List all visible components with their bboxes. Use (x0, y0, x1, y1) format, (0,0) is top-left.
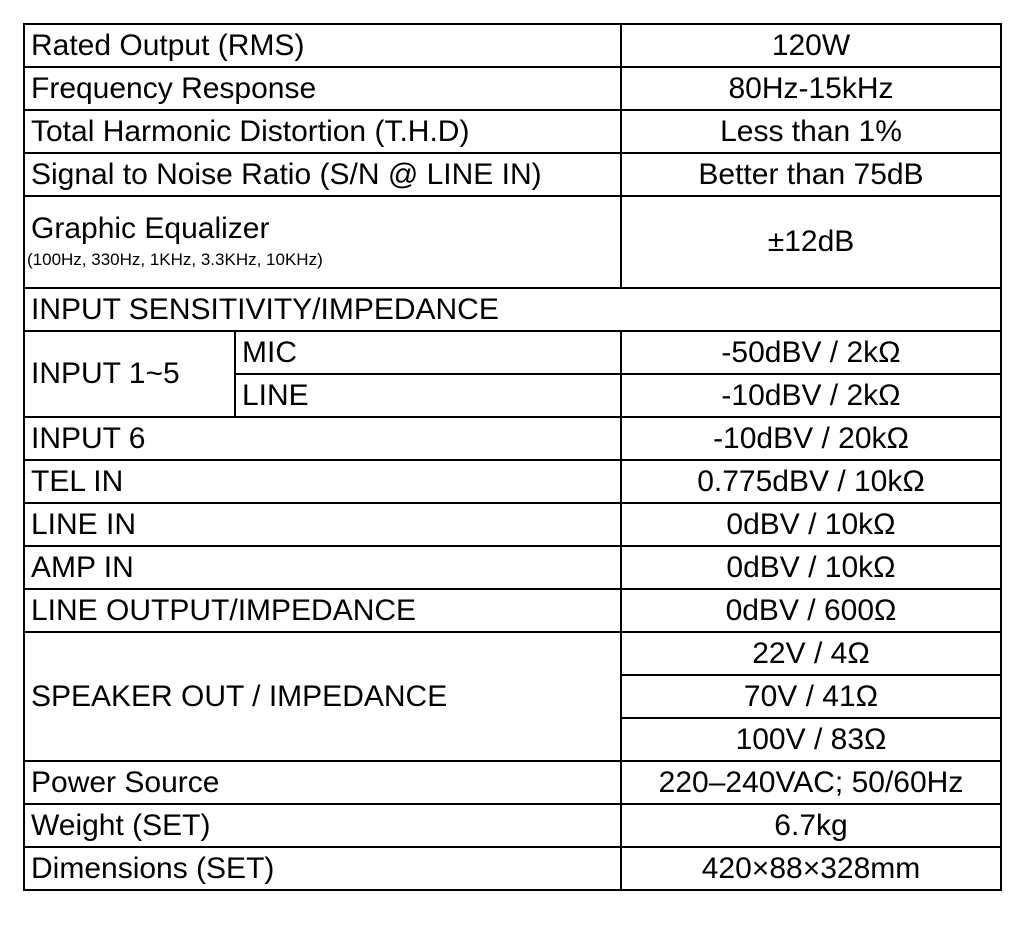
spec-table (23, 23, 1002, 891)
input-line-value: -10dBV / 2kΩ (621, 374, 1001, 417)
line-in-value: 0dBV / 10kΩ (621, 503, 1001, 546)
input-section-heading: INPUT SENSITIVITY/IMPEDANCE (24, 288, 1001, 331)
table-row (24, 417, 1001, 460)
table-row (24, 196, 1001, 288)
speaker-out-label: SPEAKER OUT / IMPEDANCE (24, 632, 621, 761)
thd-value: Less than 1% (621, 110, 1001, 153)
input-1-5-label: INPUT 1~5 (24, 331, 235, 417)
line-output-value: 0dBV / 600Ω (621, 589, 1001, 632)
line-in-label: LINE IN (24, 503, 621, 546)
input-6-value: -10dBV / 20kΩ (621, 417, 1001, 460)
tel-in-label: TEL IN (24, 460, 621, 503)
table-row (24, 761, 1001, 804)
table-row (24, 153, 1001, 196)
table-row (24, 632, 1001, 675)
speaker-out-value-83ohm: 100V / 83Ω (621, 718, 1001, 761)
equalizer-value: ±12dB (621, 196, 1001, 288)
table-row (24, 331, 1001, 374)
equalizer-label: Graphic Equalizer (31, 212, 270, 245)
table-row (24, 546, 1001, 589)
speaker-out-value-4ohm: 22V / 4Ω (621, 632, 1001, 675)
snr-value: Better than 75dB (621, 153, 1001, 196)
table-row (24, 24, 1001, 67)
amp-in-label: AMP IN (24, 546, 621, 589)
thd-label: Total Harmonic Distortion (T.H.D) (24, 110, 621, 153)
tel-in-value: 0.775dBV / 10kΩ (621, 460, 1001, 503)
input-mic-value: -50dBV / 2kΩ (621, 331, 1001, 374)
frequency-response-label: Frequency Response (24, 67, 621, 110)
table-row (24, 804, 1001, 847)
frequency-response-value: 80Hz-15kHz (621, 67, 1001, 110)
line-output-label: LINE OUTPUT/IMPEDANCE (24, 589, 621, 632)
equalizer-label-cell (24, 196, 621, 288)
power-source-label: Power Source (24, 761, 621, 804)
table-row (24, 288, 1001, 331)
table-row (24, 589, 1001, 632)
amp-in-value: 0dBV / 10kΩ (621, 546, 1001, 589)
table-row (24, 847, 1001, 890)
dimensions-value: 420×88×328mm (621, 847, 1001, 890)
rated-output-label: Rated Output (RMS) (24, 24, 621, 67)
equalizer-bands: (100Hz, 330Hz, 1KHz, 3.3KHz, 10KHz) (27, 250, 323, 269)
weight-label: Weight (SET) (24, 804, 621, 847)
table-row (24, 460, 1001, 503)
table-row (24, 110, 1001, 153)
dimensions-label: Dimensions (SET) (24, 847, 621, 890)
input-mic-label: MIC (235, 331, 621, 374)
weight-value: 6.7kg (621, 804, 1001, 847)
table-row (24, 503, 1001, 546)
speaker-out-value-41ohm: 70V / 41Ω (621, 675, 1001, 718)
input-line-label: LINE (235, 374, 621, 417)
power-source-value: 220–240VAC; 50/60Hz (621, 761, 1001, 804)
input-6-label: INPUT 6 (24, 417, 621, 460)
table-row (24, 67, 1001, 110)
rated-output-value: 120W (621, 24, 1001, 67)
snr-label: Signal to Noise Ratio (S/N @ LINE IN) (24, 153, 621, 196)
